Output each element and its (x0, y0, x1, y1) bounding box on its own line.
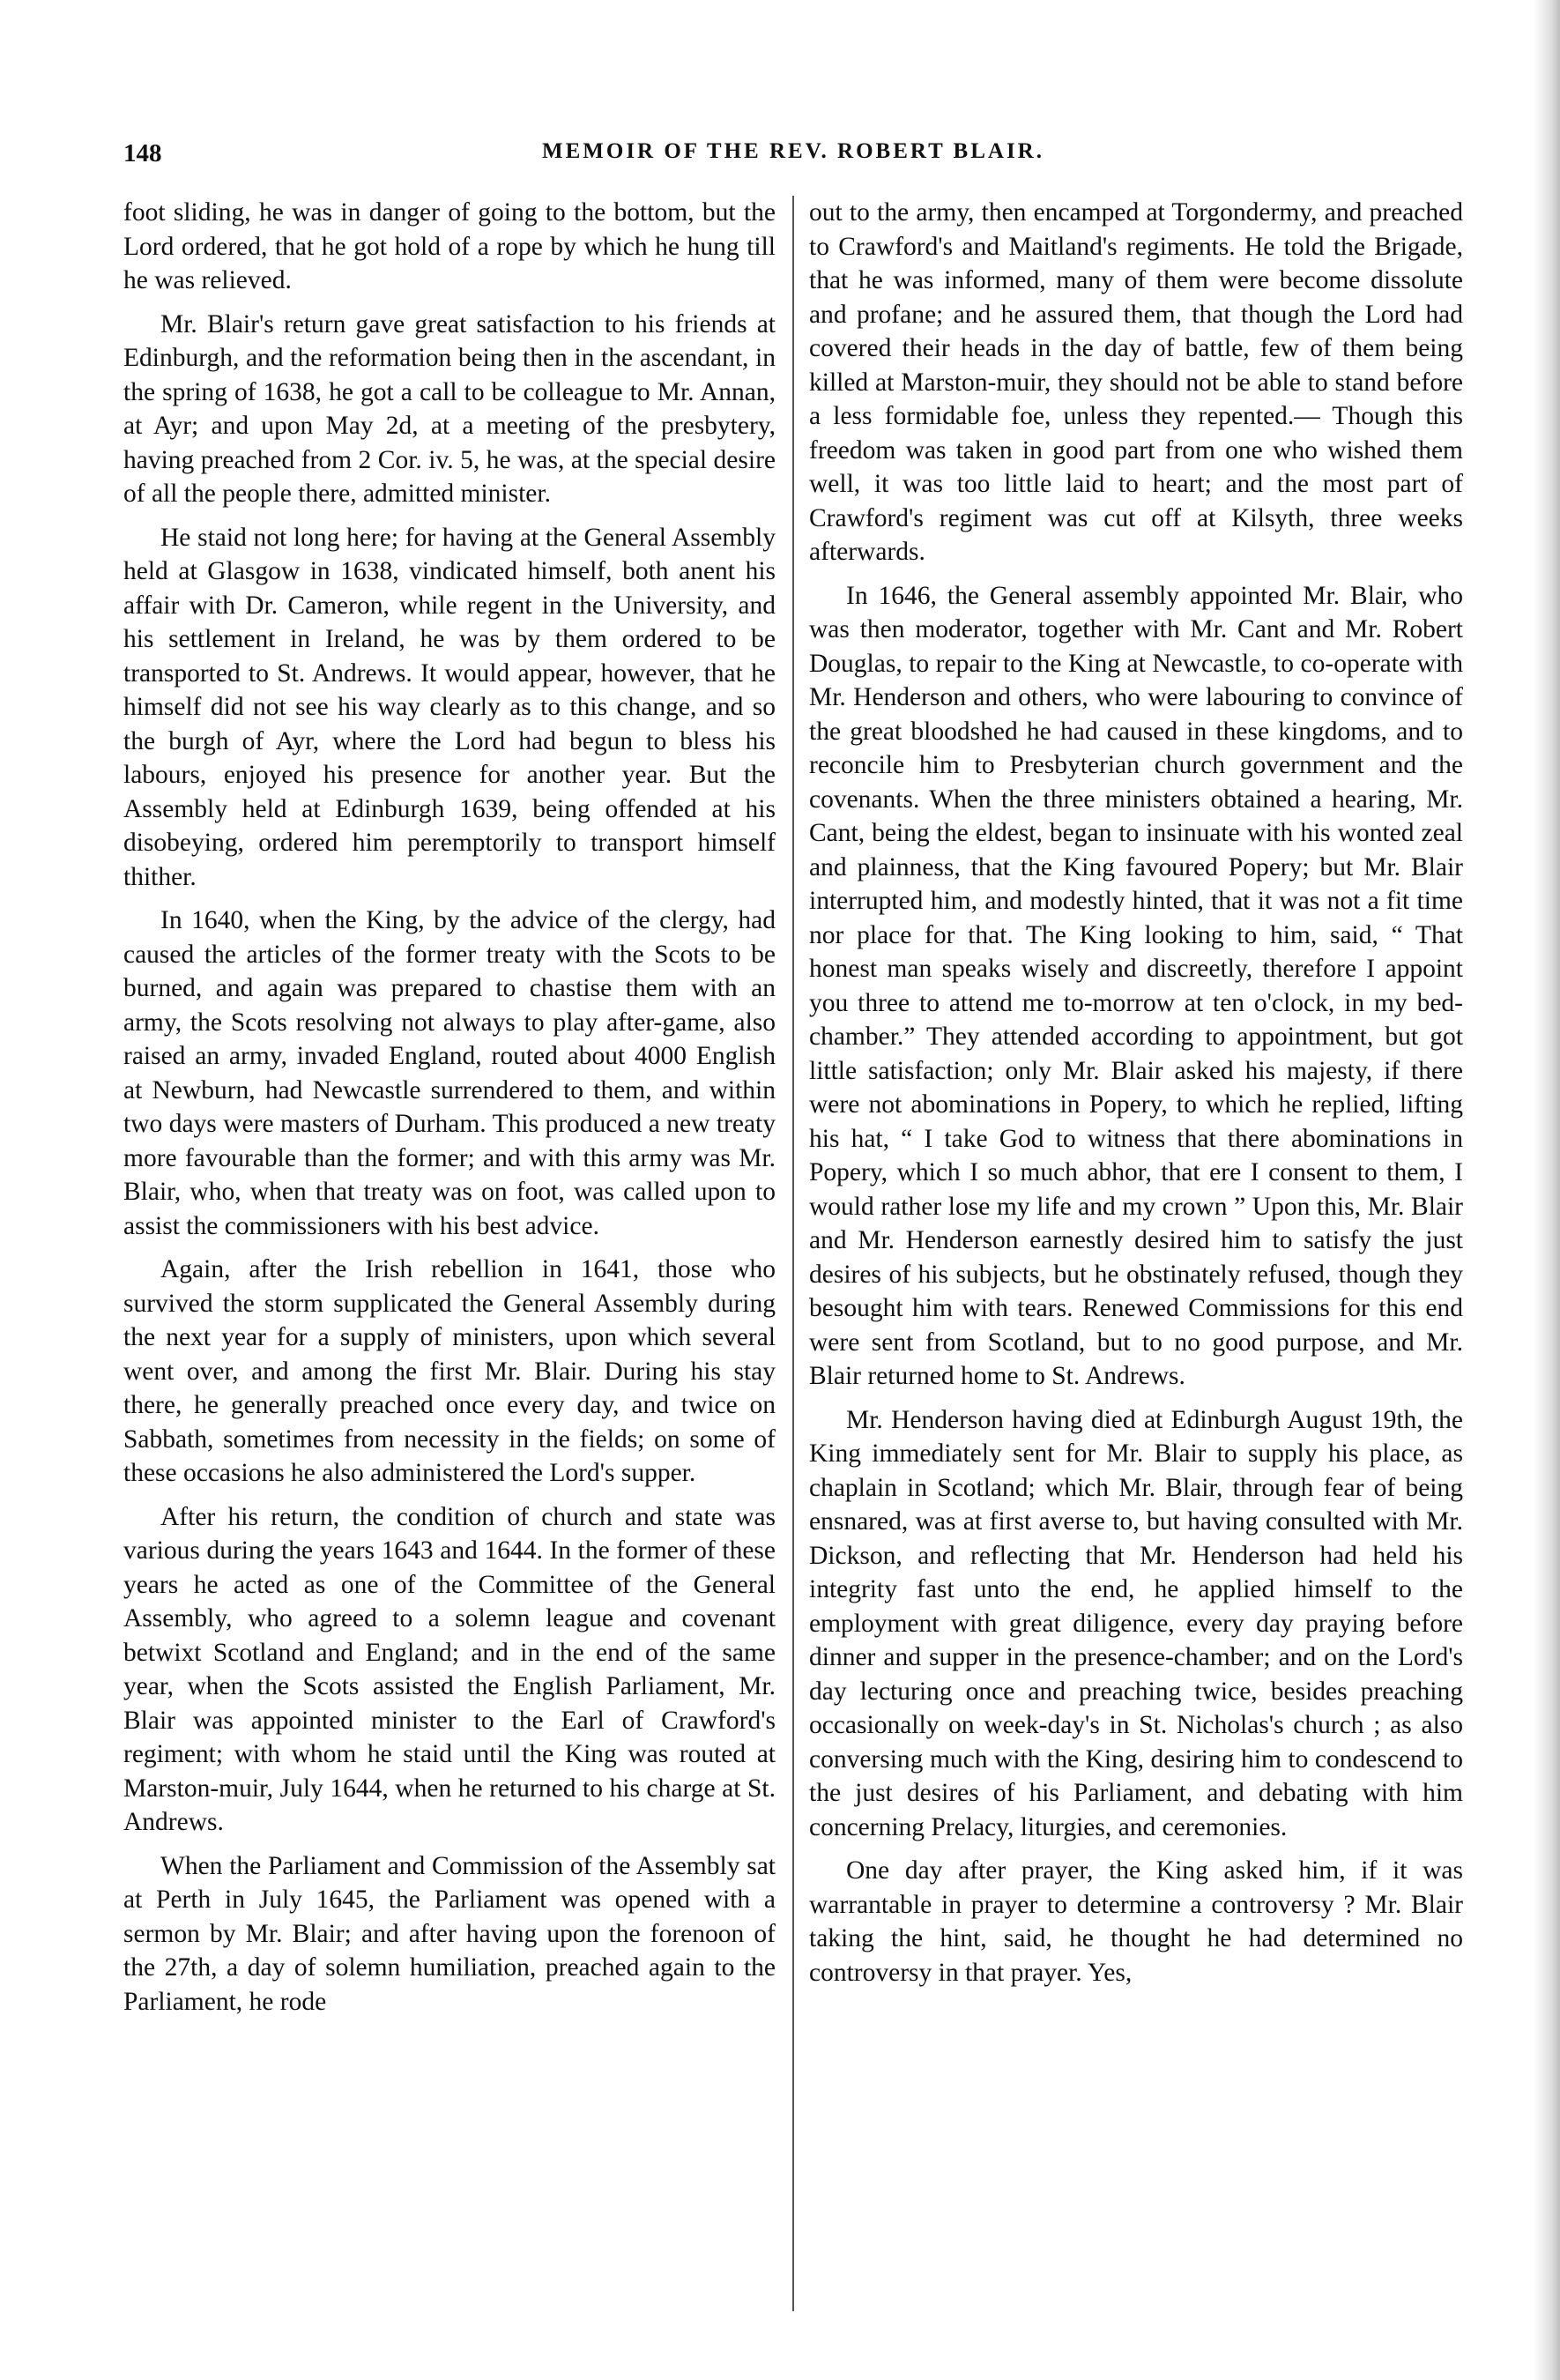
paragraph: When the Parliament and Commission of the Assembly sat at Perth in July 1645, the Parliament was opened with a sermon by Mr. Blair; and after having upon the forenoon of the 27th, a day of solemn humiliation, preached again to the Parliament, he rode (123, 1851, 776, 2016)
paragraph: In 1646, the General assembly appointed Mr. Blair, who was then moderator, together with Mr. Cant and Mr. Robert Douglas, to repair to the King at Newcastle, to co-operate with Mr. Henderson and others, who were labouring to convince of the great bloodshed he had caused in these kingdoms, and to reconcile him to Presbyterian church government and the covenants. When the three ministers obtained a hearing, Mr. Cant, being the eldest, began to insinuate with his wonted zeal and plainness, that the King favoured Popery; but Mr. Blair interrupted him, and modestly hinted, that it was not a fit time nor place for that. The King looking to him, said, “ That honest man speaks wisely and discreetly, therefore I appoint you three to attend me to-morrow at ten o'clock, in my bed-chamber.” They attended according to appointment, but got little satisfaction; only Mr. Blair asked his majesty, if there were not abominations in Popery, to which he replied, lifting his hat, “ I take God to witness that there abominations in Popery, which I so much abhor, that ere I consent to them, I would rather lose my life and my crown ” Upon this, Mr. Blair and Mr. Henderson earnestly desired him to satisfy the just desires of his subjects, but he obstinately refused, though they besought him with tears. Renewed Commissions for this end were sent from Scotland, but to no good purpose, and Mr. Blair returned home to St. Andrews. (809, 581, 1463, 1390)
paragraph: After his return, the condition of church and state was various during the years 1643 and 1644. In the former of these years he acted as one of the Committee of the General Assembly, who agreed to a solemn league and covenant betwixt Scotland and England; and in the end of the same year, when the Scots assisted the English Parliament, Mr. Blair was appointed minister to the Earl of Crawford's regiment; with whom he staid until the King was routed at Marston-muir, July 1644, when he returned to his charge at St. Andrews. (123, 1502, 776, 1836)
paragraph: Again, after the Irish rebellion in 1641, those who survived the storm supplicated the General Assembly during the next year for a supply of ministers, upon which several went over, and among the first Mr. Blair. During his stay there, he generally preached once every day, and twice on Sabbath, sometimes from necessity in the fields; on some of these occasions he also administered the Lord's supper. (123, 1255, 776, 1487)
paragraph: foot sliding, he was in danger of going to the bottom, but the Lord ordered, that he got hold of a rope by which he hung till he was relieved. (123, 198, 776, 294)
page-edge-shadow (1534, 0, 1560, 2380)
page-header (123, 139, 1463, 175)
paragraph: Mr. Henderson having died at Edinburgh August 19th, the King immediately sent for Mr. Blair to supply his place, as chaplain in Scotland; which Mr. Blair, through fear of being ensnared, was at first averse to, but having consulted with Mr. Dickson, and reflecting that Mr. Henderson had held his integrity fast unto the end, he applied himself to the employment with great diligence, every day praying before dinner and supper in the presence-chamber; and on the Lord's day lecturing once and preaching twice, besides preaching occasionally on week-day's in St. Nicholas's church ; as also conversing much with the King, desiring him to condescend to the just desires of his Parliament, and debating with him concerning Prelacy, liturgies, and ceremonies. (809, 1405, 1463, 1841)
page-number: 148 (123, 139, 162, 167)
running-head: MEMOIR OF THE REV. ROBERT BLAIR. (542, 139, 1044, 163)
column-divider (792, 196, 794, 2311)
paragraph: He staid not long here; for having at the General Assembly held at Glasgow in 1638, vindicated himself, both anent his affair with Dr. Cameron, while regent in the University, and his settlement in Ireland, he was by them ordered to be transported to St. Andrews. It would appear, however, that he himself did not see his way clearly as to this change, and so the burgh of Ayr, where the Lord had begun to bless his labours, enjoyed his presence for another year. But the Assembly held at Edinburgh 1639, being offended at his disobeying, ordered him peremptorily to transport himself thither. (123, 523, 776, 891)
left-column (123, 196, 776, 2347)
paragraph: One day after prayer, the King asked him, if it was warrantable in prayer to determine a controversy ? Mr. Blair taking the hint, said, he thought he had determined no controversy in that prayer. Yes, (809, 1856, 1463, 1987)
right-column (809, 196, 1463, 2347)
paragraph: out to the army, then encamped at Torgondermy, and preached to Crawford's and Maitland's regiments. He told the Brigade, that he was informed, many of them were become dissolute and profane; and he assured them, that though the Lord had covered their heads in the day of battle, few of them being killed at Marston-muir, they should not be able to stand before a less formidable foe, unless they repented.— Though this freedom was taken in good part from one who wished them well, it was too little laid to heart; and the most part of Crawford's regiment was cut off at Kilsyth, three weeks afterwards. (809, 198, 1463, 566)
paragraph: Mr. Blair's return gave great satisfaction to his friends at Edinburgh, and the reformation being then in the ascendant, in the spring of 1638, he got a call to be colleague to Mr. Annan, at Ayr; and upon May 2d, at a meeting of the presbytery, having preached from 2 Cor. iv. 5, he was, at the special desire of all the people there, admitted minister. (123, 309, 776, 508)
paragraph: In 1640, when the King, by the advice of the clergy, had caused the articles of the former treaty with the Scots to be burned, and again was prepared to chastise them with an army, the Scots resolving not always to play after-game, also raised an army, invaded England, routed about 4000 English at Newburn, had Newcastle surrendered to them, and within two days were masters of Durham. This produced a new treaty more favourable than the former; and with this army was Mr. Blair, who, when that treaty was on foot, was called upon to assist the commissioners with his best advice. (123, 906, 776, 1240)
